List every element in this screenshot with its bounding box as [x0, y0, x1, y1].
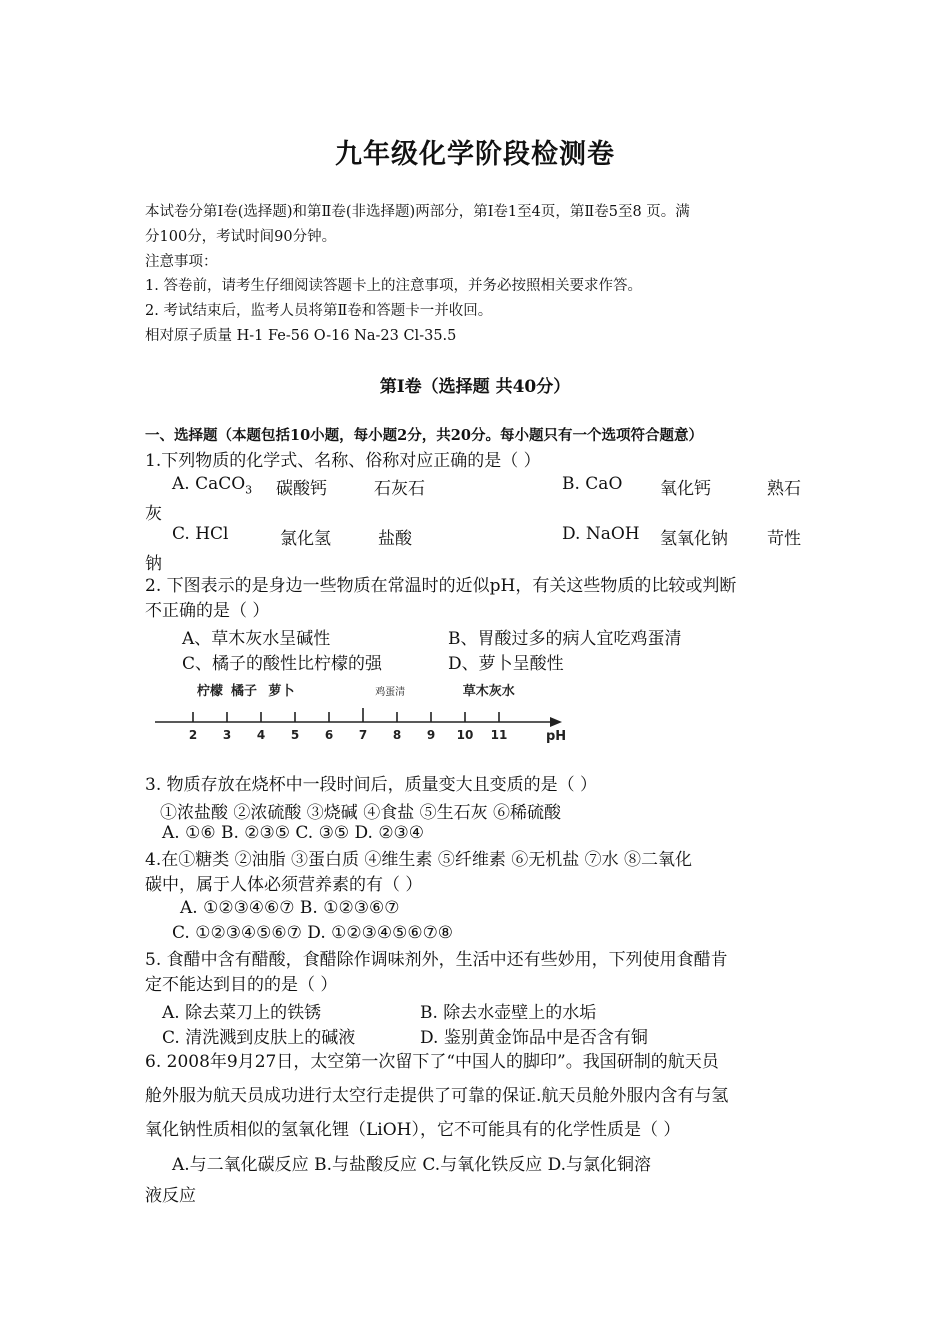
ph-substance-label-4: 草木灰水	[462, 684, 515, 699]
intro-line-2: 分100分，考试时间90分钟。	[145, 229, 337, 245]
q2-stem-2: 不正确的是（ ）	[145, 601, 270, 621]
q4-stem-1: 4.在①糖类 ②油脂 ③蛋白质 ④维生素 ⑤纤维素 ⑥无机盐 ⑦水 ⑧二氧化	[145, 850, 693, 870]
q1-d-name: 氢氧化钠	[660, 529, 728, 549]
q1-a-common: 石灰石	[374, 479, 425, 499]
q2-stem-1: 2. 下图表示的是身边一些物质在常温时的近似pH，有关这些物质的比较或判断	[145, 576, 737, 596]
notice-item-2: 2. 考试结束后，监考人员将第Ⅱ卷和答题卡一并收回。	[145, 303, 493, 319]
ph-tick-label-5: 5	[290, 728, 300, 742]
ph-substance-label-0: 柠檬	[196, 684, 224, 699]
atomic-mass: 相对原子质量 H-1 Fe-56 O-16 Na-23 Cl-35.5	[145, 328, 457, 344]
q1-d-wrap: 钠	[145, 554, 162, 574]
q5-stem-1: 5. 食醋中含有醋酸，食醋除作调味剂外，生活中还有些妙用，下列使用食醋肯	[145, 950, 728, 970]
ph-axis-label: pH	[546, 729, 567, 744]
ph-substance-label-1: 橘子	[230, 684, 258, 699]
q1-option-d: D. NaOH	[562, 524, 640, 544]
ph-tick-label-10: 10	[456, 728, 474, 742]
ph-tick-label-3: 3	[222, 728, 232, 742]
q1-c-name: 氯化氢	[280, 529, 331, 549]
q1-option-b: B. CaO	[562, 474, 623, 494]
ph-tick-label-2: 2	[188, 728, 198, 742]
ph-tick-label-4: 4	[256, 728, 266, 742]
notice-label: 注意事项：	[145, 254, 218, 270]
ph-tick-label-9: 9	[426, 728, 436, 742]
q1-b-wrap: 灰	[145, 504, 162, 524]
part-title: 一、选择题（本题包括10小题，每小题2分，共20分。每小题只有一个选项符合题意）	[145, 427, 703, 444]
ph-tick-label-11: 11	[490, 728, 508, 742]
q2-option-a: A、草木灰水呈碱性	[182, 629, 331, 649]
page-title: 九年级化学阶段检测卷	[335, 139, 615, 170]
intro-line-1: 本试卷分第Ⅰ卷(选择题)和第Ⅱ卷(非选择题)两部分，第Ⅰ卷1至4页，第Ⅱ卷5至8 页。满	[145, 204, 690, 220]
q1-a-subscript: 3	[245, 483, 253, 497]
notice-item-1: 1. 答卷前，请考生仔细阅读答题卡上的注意事项，并务必按照相关要求作答。	[145, 278, 642, 294]
q5-option-c: C. 清洗溅到皮肤上的碱液	[162, 1028, 356, 1048]
q1-option-c: C. HCl	[172, 524, 229, 544]
q1-a-formula: A. CaCO	[172, 474, 246, 494]
q3-stem: 3. 物质存放在烧杯中一段时间后，质量变大且变质的是（ ）	[145, 775, 598, 795]
q1-option-a	[172, 474, 252, 496]
q6-options-wrap: 液反应	[145, 1186, 196, 1206]
q6-options: A.与二氧化碳反应 B.与盐酸反应 C.与氧化铁反应 D.与氯化铜溶	[172, 1155, 652, 1175]
q6-line-1: 6. 2008年9月27日，太空第一次留下了“中国人的脚印”。我国研制的航天员	[145, 1052, 719, 1072]
ph-axis-arrow	[550, 717, 562, 727]
q5-option-a: A. 除去菜刀上的铁锈	[162, 1003, 322, 1023]
ph-number-line	[150, 676, 570, 756]
q5-stem-2: 定不能达到目的的是（ ）	[145, 975, 338, 995]
q1-a-name: 碳酸钙	[276, 479, 327, 499]
ph-tick-label-7: 7	[358, 728, 368, 742]
q6-line-3: 氧化钠性质相似的氢氧化锂（LiOH），它不可能具有的化学性质是（ ）	[145, 1120, 681, 1140]
ph-tick-label-6: 6	[324, 728, 334, 742]
q1-stem: 1.下列物质的化学式、名称、俗称对应正确的是（ ）	[145, 451, 541, 471]
q2-option-c: C、橘子的酸性比柠檬的强	[182, 654, 383, 674]
q5-option-b: B. 除去水壶壁上的水垢	[420, 1003, 597, 1023]
q3-items: ①浓盐酸 ②浓硫酸 ③烧碱 ④食盐 ⑤生石灰 ⑥稀硫酸	[160, 803, 562, 823]
q4-options-ab: A. ①②③④⑥⑦ B. ①②③⑥⑦	[180, 898, 400, 918]
q1-b-name: 氧化钙	[660, 479, 711, 499]
q1-b-common: 熟石	[767, 479, 801, 499]
q2-option-d: D、萝卜呈酸性	[448, 654, 564, 674]
q1-d-common: 苛性	[767, 529, 801, 549]
ph-tick-label-8: 8	[392, 728, 402, 742]
section-title: 第Ⅰ卷（选择题 共40分）	[379, 377, 571, 397]
q3-options: A. ①⑥ B. ②③⑤ C. ③⑤ D. ②③④	[162, 823, 425, 843]
q5-option-d: D. 鉴别黄金饰品中是否含有铜	[420, 1028, 648, 1048]
ph-substance-label-3: 鸡蛋清	[375, 687, 406, 698]
q2-option-b: B、胃酸过多的病人宜吃鸡蛋清	[448, 629, 682, 649]
q1-c-common: 盐酸	[378, 529, 412, 549]
q4-options-cd: C. ①②③④⑤⑥⑦ D. ①②③④⑤⑥⑦⑧	[172, 923, 454, 943]
q4-stem-2: 碳中，属于人体必须营养素的有（ ）	[145, 875, 423, 895]
ph-substance-label-2: 萝卜	[268, 684, 295, 699]
q6-line-2: 舱外服为航天员成功进行太空行走提供了可靠的保证.航天员舱外服内含有与氢	[145, 1086, 729, 1106]
